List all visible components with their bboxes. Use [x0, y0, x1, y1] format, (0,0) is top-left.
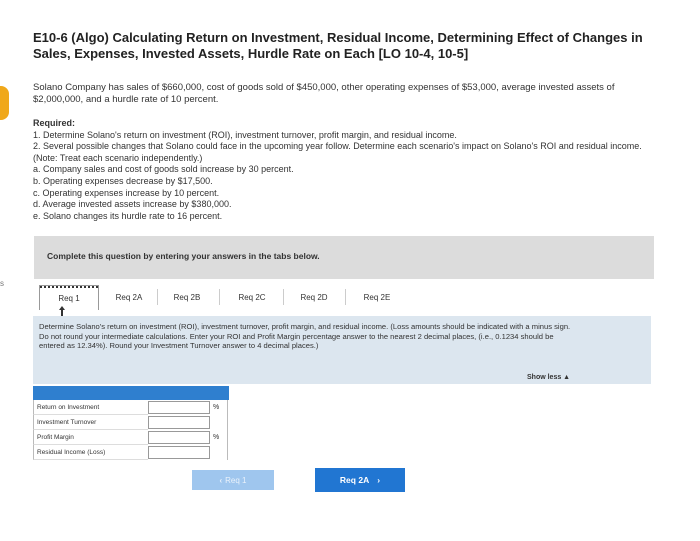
unit-cell — [210, 445, 228, 460]
question-description: Determine Solano's return on investment (ROI), investment turnover, profit margin, and residual income. (Loss amounts should be indicated with a minus sign. Do not round your intermediate calculations. Enter your ROI and Profit Margin percentage answer to the nearest 2 decimal places, (i.e., 0.1234 should be entered as 12.34%). Round your Investment Turnover answer to 4 decimal places.) — [39, 322, 571, 351]
prev-req-label: Req 1 — [225, 475, 247, 485]
next-req-label: Req 2A — [339, 475, 370, 485]
tab-req-1[interactable] — [39, 285, 99, 310]
tab-label: Req 2D — [300, 292, 328, 302]
tab-label: Req 2A — [115, 292, 143, 302]
profit-margin-input[interactable] — [148, 431, 210, 444]
tab-label: Req 2B — [173, 292, 201, 302]
cursor-icon — [58, 306, 66, 316]
next-req-button[interactable] — [315, 468, 405, 492]
tab-req-2c[interactable] — [223, 285, 281, 309]
row-label: Investment Turnover — [33, 415, 148, 430]
tab-divider — [219, 289, 220, 305]
tab-label: Req 1 — [58, 293, 80, 303]
tab-bar — [39, 285, 409, 311]
problem-intro: Solano Company has sales of $660,000, cost of goods sold of $450,000, other operating expenses of $53,000, average invested assets of $2,000,000, and a hurdle rate of 10 percent. — [33, 82, 615, 105]
roi-input[interactable] — [148, 401, 210, 414]
table-row — [33, 445, 229, 460]
tab-divider — [283, 289, 284, 305]
percent-sign: % — [210, 430, 228, 445]
tab-label: Req 2E — [363, 292, 391, 302]
residual-income-input[interactable] — [148, 446, 210, 459]
side-indicator — [0, 86, 9, 120]
table-row — [33, 400, 229, 415]
tab-divider — [345, 289, 346, 305]
instruction-text: Complete this question by entering your answers in the tabs below. — [47, 251, 320, 261]
tab-divider — [157, 289, 158, 305]
prev-req-button[interactable] — [192, 470, 274, 490]
required-item: e. Solano changes its hurdle rate to 16 percent. — [33, 210, 223, 221]
required-item: c. Operating expenses increase by 10 percent. — [33, 187, 220, 198]
required-item: b. Operating expenses decrease by $17,500. — [33, 175, 213, 186]
chevron-left-icon: ‹ — [219, 475, 223, 485]
tab-label: Req 2C — [238, 292, 266, 302]
required-item: a. Company sales and cost of goods sold increase by 30 percent. — [33, 164, 294, 175]
required-item: 2. Several possible changes that Solano could face in the upcoming year follow. Determine each scenario's impact on Solano's ROI and residual income. (Note: Treat each scenario independently.) — [33, 141, 642, 163]
required-heading: Required: — [33, 118, 76, 128]
table-header — [33, 386, 229, 400]
instruction-panel — [34, 236, 654, 279]
show-less-link[interactable]: Show less ▲ — [527, 374, 571, 381]
row-label: Profit Margin — [33, 430, 148, 445]
required-item: 1. Determine Solano's return on investment (ROI), investment turnover, profit margin, and residual income. — [33, 129, 457, 140]
table-row — [33, 415, 229, 430]
row-label: Return on Investment — [33, 400, 148, 415]
tab-req-2e[interactable] — [347, 285, 407, 309]
percent-sign: % — [210, 400, 228, 415]
unit-cell — [210, 415, 228, 430]
page-title: E10-6 (Algo) Calculating Return on Investment, Residual Income, Determining Effect of Changes in Sales, Expenses, Invested Assets, Hurdle Rate on Each [LO 10-4, 10-5] — [33, 30, 643, 61]
investment-turnover-input[interactable] — [148, 416, 210, 429]
answer-table — [33, 386, 229, 460]
row-label: Residual Income (Loss) — [33, 445, 148, 460]
tab-req-2b[interactable] — [159, 285, 215, 309]
required-item: d. Average invested assets increase by $380,000. — [33, 199, 232, 210]
required-section — [33, 118, 663, 222]
tab-req-2d[interactable] — [285, 285, 343, 309]
side-text: s — [0, 279, 4, 288]
tab-req-2a[interactable] — [101, 285, 157, 309]
table-row — [33, 430, 229, 445]
chevron-right-icon: › — [377, 475, 381, 485]
